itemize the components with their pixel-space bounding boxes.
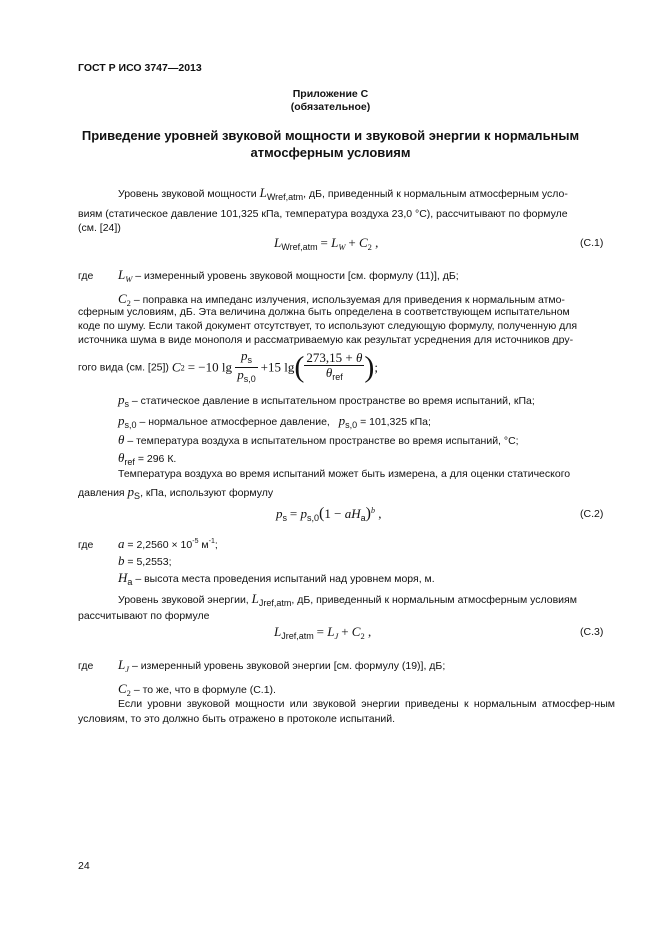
p1-line3: (см. [24]) (78, 222, 121, 234)
p1-line2: виям (статическое давление 101,325 кПа, температура воздуха 23,0 °С), рассчитывают по формуле (78, 208, 568, 220)
p3-line1: Уровень звуковой энергии, $L_{Jref,atm}$, дБ, приведенный к нормальным атмосферным условиям (118, 591, 577, 608)
def-theta: θ – температура воздуха в испытательном пространстве во время испытаний, °С; (118, 432, 519, 447)
lw-ref-symbol: $L_{Wref,atm}$ (259, 185, 304, 202)
def-c2-line1: $C_2$ – поправка на импеданс излучения, используемая для приведения к нормальным атмо- (118, 291, 565, 308)
def-c2-line2: сферным условиям, дБ. Эта величина должна быть определена в соответствующем испытательном (78, 306, 570, 318)
def-theta-ref: θref = 296 К. (118, 450, 177, 467)
where-label-1: где (78, 270, 94, 282)
annex-status: (обязательное) (290, 101, 371, 113)
p3-line2: рассчитывают по формуле (78, 610, 210, 622)
equation-c1-number: (С.1) (580, 237, 604, 249)
page-number: 24 (78, 860, 90, 872)
p1-line1: Уровень звуковой мощности $L_{Wref,atm}$, дБ, приведенный к нормальным атмосферным усло- (118, 185, 568, 202)
where-label-2: где (78, 539, 94, 551)
equation-c2: ps = ps,0(1 − aHa)$^b$ , (276, 505, 382, 523)
p2-line1: Температура воздуха во время испытаний может быть измерена, а для оценки статического (118, 468, 571, 480)
p4: Если уровни звуковой мощности или звуковой энергии приведены к нормальным атмосфер-ным условиям, то это должно быть отражено в протоколе испытаний. (78, 698, 615, 725)
section-title-line2: атмосферным условиям (250, 145, 411, 160)
def-ps: ps – статическое давление в испытательном пространстве во время испытаний, кПа; (118, 392, 535, 409)
def-ps0: ps,0 – нормальное атмосферное давление, ps,0 = 101,325 кПа; (118, 413, 431, 430)
section-title-line1: Приведение уровней звуковой мощности и звуковой энергии к нормальным (81, 128, 580, 143)
def-lj: $L_J$ – измеренный уровень звуковой энергии [см. формулу (19)], дБ; (118, 657, 446, 674)
def-c2-same: $C_2$ – то же, что в формуле (С.1). (118, 681, 276, 698)
pressure-ratio-fraction: $\frac{p_s}{p_{s,0}}$ (237, 348, 256, 384)
def-lw: $L_W$ – измеренный уровень звуковой мощности [см. формулу (11)], дБ; (118, 267, 459, 284)
temperature-ratio-fraction: $\frac{273,15 + \theta}{\theta_{ref}}$ (306, 350, 363, 382)
p2-line2: давления pS, кПа, используют формулу (78, 484, 274, 501)
def-ha: Ha – высота места проведения испытаний над уровнем моря, м. (118, 570, 435, 587)
where-label-3: где (78, 660, 94, 672)
def-b: b = 5,2553; (118, 553, 172, 568)
equation-c3-number: (С.3) (580, 626, 604, 638)
annex-label: Приложение С (292, 88, 369, 100)
standard-header: ГОСТ Р ИСО 3747—2013 (78, 62, 202, 74)
def-c2-line3: коде по шуму. Если такой документ отсутствует, то используют следующую формулу, полученную для (78, 320, 578, 332)
equation-c1: $L_{Wref,atm} = L_W + C_2$ , (274, 235, 379, 252)
equation-c3: $L_{Jref,atm} = L_J + C_2$ , (274, 624, 372, 641)
def-a: $a = 2,2560 \times 10^{-5}$ $м^{-1}$; (118, 536, 218, 551)
c2-formula-line: гого вида (см. [25]) C2 = −10 lg $\frac{p_s}{p_{s,0}}$ +15 lg( $\frac{273,15 + \theta}{\theta_{ref}}$ ); (78, 348, 378, 384)
equation-c2-number: (С.2) (580, 508, 604, 520)
def-c2-line4: источника шума в виде монополя и рассматриваемую как результат усреднения для источников дру- (78, 334, 574, 346)
